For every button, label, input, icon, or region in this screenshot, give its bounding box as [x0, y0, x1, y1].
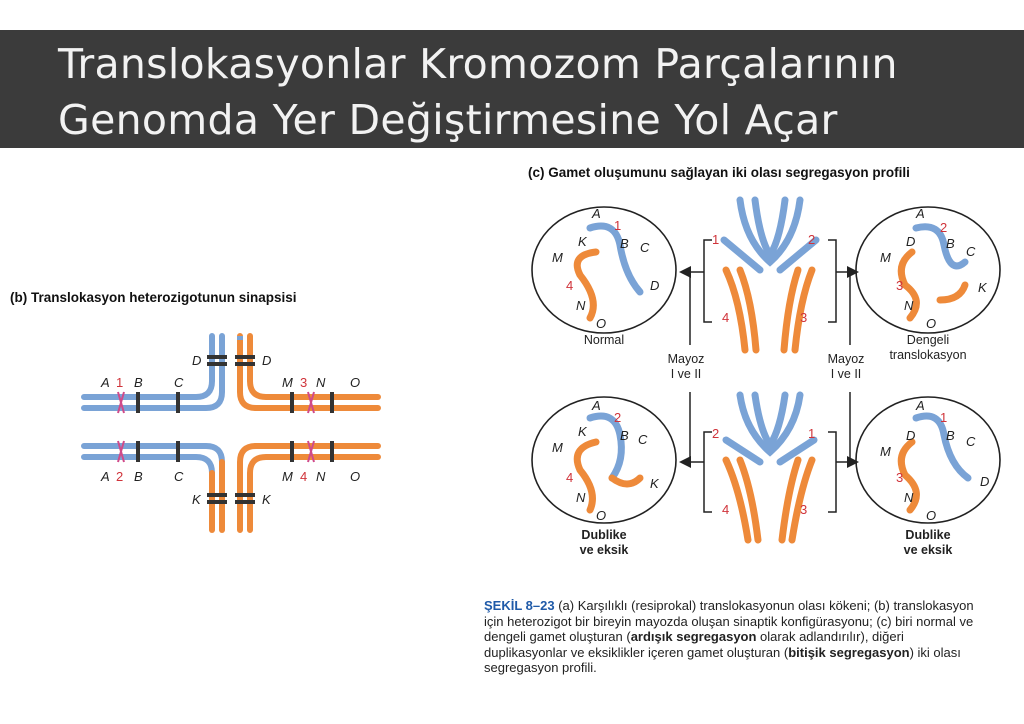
gamete-caption-normal: Normal [583, 333, 625, 347]
label-b: B [946, 428, 955, 443]
label-3: 3 [800, 502, 808, 517]
label-a: A [916, 206, 925, 221]
label-4: 4 [566, 278, 574, 293]
label-d: D [650, 278, 660, 293]
caption-text: (a) Karşılıklı (resiprokal) translokasyonun olası kökeni; (b) translokasyon için heterozigot bir bireyin mayozda oluşan sinaptik konfigürasyonu; (c) biri normal ve dengeli gamet oluşturan ( [484, 598, 974, 645]
label-2: 2 [116, 469, 124, 484]
caption-text: olarak adlandırılır), diğeri duplikasyonlar ve eksiklikler içeren gamet oluşturan ( [484, 629, 904, 660]
label-1: 1 [808, 426, 816, 441]
label-m: M [282, 469, 293, 484]
label-b: B [946, 236, 955, 251]
label-1: 1 [116, 375, 124, 390]
label-c: C [966, 434, 976, 449]
label-c: C [640, 240, 650, 255]
label-b: B [620, 236, 629, 251]
label-o: O [596, 316, 607, 331]
label-n: N [904, 490, 914, 505]
label-m: M [552, 250, 563, 265]
slide-title-line-1: Translokasyonlar Kromozom Parçalarının [58, 40, 898, 88]
panel-b-diagram [84, 336, 378, 530]
label-a: A [592, 206, 601, 221]
caption-bold: ardışık segregasyon [630, 629, 757, 645]
label-k: K [262, 492, 271, 507]
label-2: 2 [712, 426, 720, 441]
label-3: 3 [896, 470, 904, 485]
label-k: K [650, 476, 659, 491]
label-m: M [880, 250, 891, 265]
label-k: K [978, 280, 987, 295]
label-1: 1 [940, 410, 948, 425]
label-o: O [350, 375, 361, 390]
label-2: 2 [808, 232, 816, 247]
label-m: M [552, 440, 563, 455]
label-1: 1 [712, 232, 720, 247]
label-d: D [906, 428, 916, 443]
label-4: 4 [722, 502, 730, 517]
label-o: O [350, 469, 361, 484]
label-a: A [101, 375, 110, 390]
panel-b-title: (b) Translokasyon heterozigotunun sinapsisi [10, 290, 297, 305]
label-4: 4 [722, 310, 730, 325]
slide-title-line-2: Genomda Yer Değiştirmesine Yol Açar [58, 96, 838, 144]
label-d: D [192, 353, 202, 368]
figure-caption [484, 598, 984, 676]
label-a: A [916, 398, 925, 413]
label-1: 1 [614, 218, 622, 233]
label-3: 3 [300, 375, 308, 390]
label-k: K [192, 492, 201, 507]
gamete-caption-dup-def-left: Dublike ve eksik [579, 528, 629, 557]
label-d: D [262, 353, 272, 368]
label-3: 3 [800, 310, 808, 325]
label-c: C [174, 469, 184, 484]
label-4: 4 [566, 470, 574, 485]
label-2: 2 [614, 410, 622, 425]
figure-label: ŞEKİL 8–23 [484, 598, 555, 613]
label-n: N [576, 298, 586, 313]
meiosis-label-right: Mayoz I ve II [827, 352, 865, 381]
label-o: O [596, 508, 607, 523]
label-n: N [576, 490, 586, 505]
gamete-caption-balanced: Dengeli translokasyon [889, 333, 967, 362]
caption-text: ) iki olası segregasyon profili. [484, 644, 961, 676]
meiosis-label-left: Mayoz I ve II [667, 352, 705, 381]
label-c: C [174, 375, 184, 390]
label-c: C [966, 244, 976, 259]
caption-bold: bitişik segregasyon [788, 644, 910, 660]
label-3: 3 [896, 278, 904, 293]
label-o: O [926, 316, 937, 331]
label-d: D [906, 234, 916, 249]
label-d: D [980, 474, 990, 489]
label-m: M [880, 444, 891, 459]
label-2: 2 [940, 220, 948, 235]
label-o: O [926, 508, 937, 523]
label-k: K [578, 424, 587, 439]
label-b: B [620, 428, 629, 443]
panel-c-title: (c) Gamet oluşumunu sağlayan iki olası segregasyon profili [528, 165, 910, 180]
label-n: N [904, 298, 914, 313]
label-b: B [134, 469, 143, 484]
gamete-caption-dup-def-right: Dublike ve eksik [903, 528, 953, 557]
label-4: 4 [300, 469, 308, 484]
label-m: M [282, 375, 293, 390]
label-k: K [578, 234, 587, 249]
label-b: B [134, 375, 143, 390]
label-n: N [316, 375, 326, 390]
label-c: C [638, 432, 648, 447]
panel-c-diagram [532, 200, 1000, 540]
label-n: N [316, 469, 326, 484]
label-a: A [101, 469, 110, 484]
label-a: A [592, 398, 601, 413]
